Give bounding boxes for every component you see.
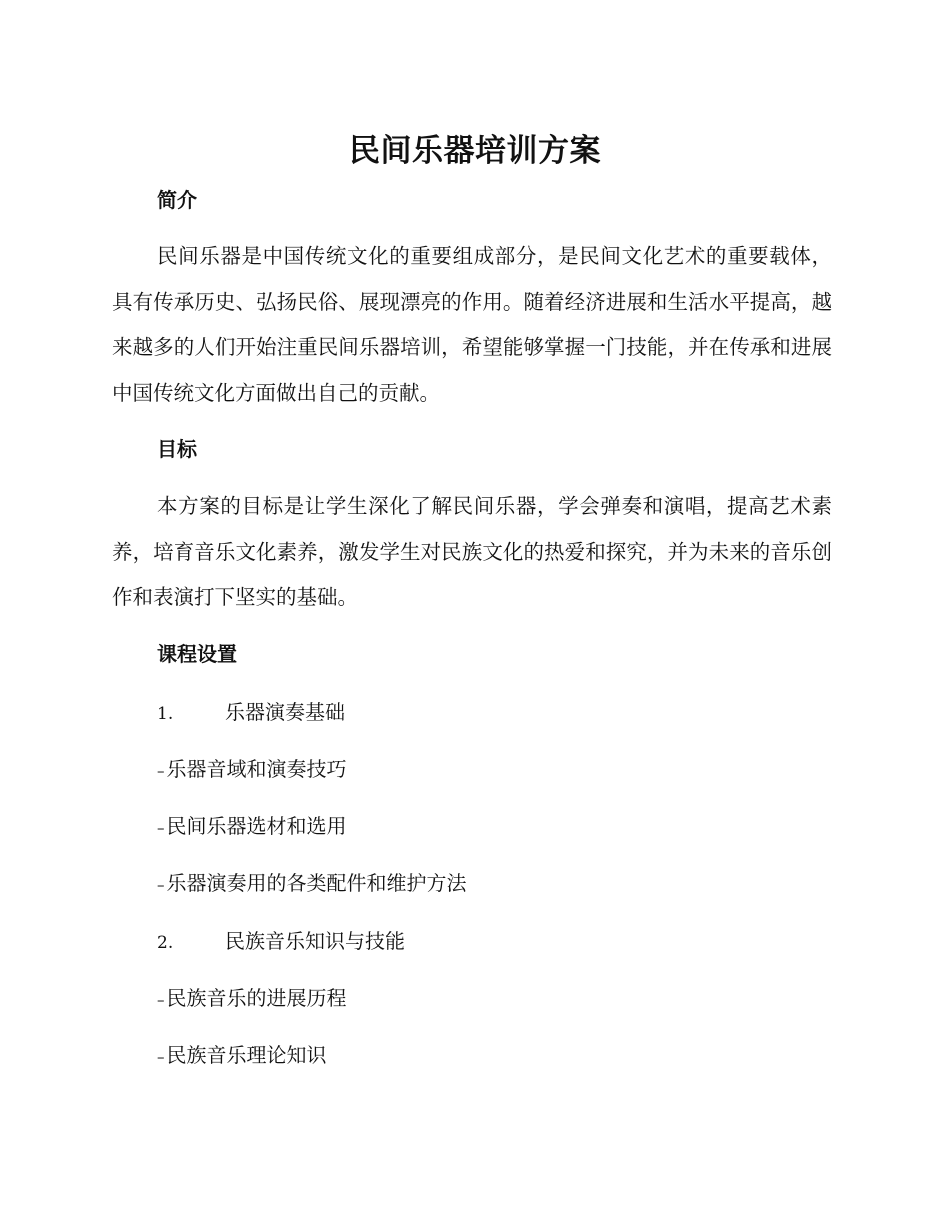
course-item-1 — [157, 698, 345, 728]
goal-paragraph: 本方案的目标是让学生深化了解民间乐器，学会弹奏和演唱，提高艺术素养，培育音乐文化素养，激发学生对民族文化的热爱和探究，并为未来的音乐创作和表演打下坚实的基础。 — [112, 494, 832, 610]
course-bullet — [157, 1041, 327, 1071]
section-heading-courses: 课程设置 — [157, 642, 237, 666]
course-item-number: 2. — [157, 933, 174, 953]
course-bullet — [157, 755, 347, 785]
section-heading-intro: 简介 — [157, 188, 197, 212]
course-bullet-text: 民族音乐的进展历程 — [166, 986, 347, 1010]
dash-marker: – — [157, 762, 165, 780]
course-bullet-text: 乐器演奏用的各类配件和维护方法 — [166, 871, 467, 895]
course-bullet-text: 乐器音域和演奏技巧 — [166, 757, 347, 781]
dash-marker: – — [157, 991, 165, 1009]
section-heading-goal: 目标 — [157, 437, 197, 461]
intro-paragraph: 民间乐器是中国传统文化的重要组成部分，是民间文化艺术的重要载体，具有传承历史、弘扬民俗、展现漂亮的作用。随着经济进展和生活水平提高，越来越多的人们开始注重民间乐器培训，希望能够掌握一门技能，并在传承和进展中国传统文化方面做出自己的贡献。 — [112, 244, 832, 406]
course-bullet-text: 民间乐器选材和选用 — [166, 814, 347, 838]
course-bullet-text: 民族音乐理论知识 — [166, 1043, 327, 1067]
dash-marker: – — [157, 1048, 165, 1066]
course-bullet — [157, 869, 467, 899]
dash-marker: – — [157, 876, 165, 894]
course-item-2 — [157, 927, 405, 957]
course-item-title: 乐器演奏基础 — [225, 700, 345, 724]
course-bullet — [157, 984, 347, 1014]
course-bullet — [157, 812, 347, 842]
course-item-number: 1. — [157, 704, 174, 724]
dash-marker: – — [157, 819, 165, 837]
course-item-title: 民族音乐知识与技能 — [225, 929, 405, 953]
document-title: 民间乐器培训方案 — [349, 133, 601, 169]
